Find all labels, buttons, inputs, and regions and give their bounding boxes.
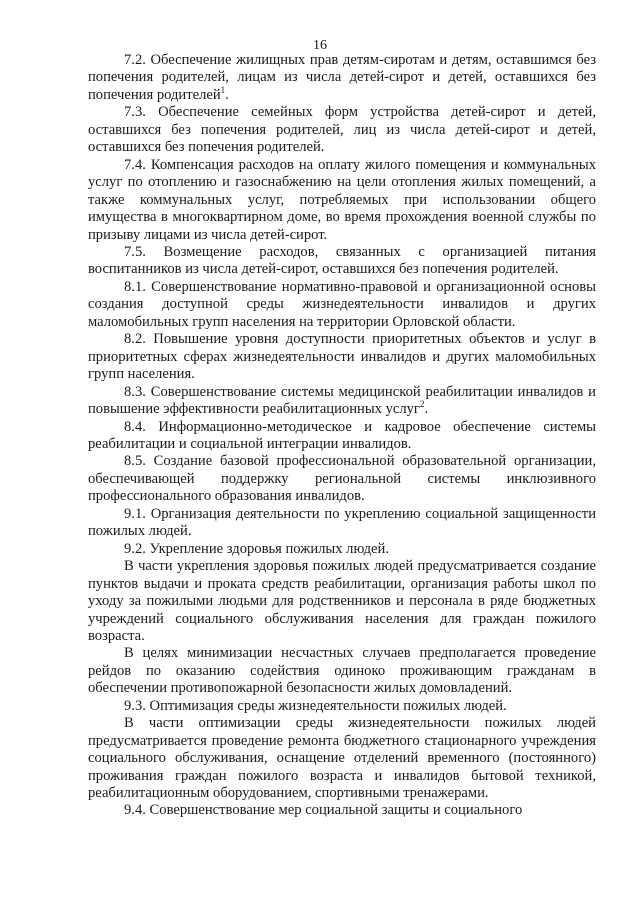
- page-body: [88, 52, 596, 820]
- paragraph-8-3: [88, 384, 596, 419]
- paragraph-text: 7.2. Обеспечение жилищных прав детям-сиротам и детям, оставшимся без попечения родителей, лицам из числа детей-сирот и детей, оставшихся без попечения родителей: [88, 52, 596, 103]
- paragraph-7-2: [88, 52, 596, 104]
- page-number: 16: [313, 38, 327, 53]
- paragraph-8-1: 8.1. Совершенствование нормативно-правовой и организационной основы создания доступной среды жизнедеятельности инвалидов и других маломобильных групп населения на территории Орловской области.: [88, 278, 596, 330]
- paragraph-8-5: 8.5. Создание базовой профессиональной образовательной организации, обеспечивающей поддержку региональной системы инклюзивного профессионального образования инвалидов.: [88, 453, 596, 505]
- paragraph-9-4: 9.4. Совершенствование мер социальной защиты и социального: [124, 802, 523, 819]
- paragraph-7-4: 7.4. Компенсация расходов на оплату жилого помещения и коммунальных услуг по отоплению и газоснабжению на цели отопления жилых помещений, а также коммунальных услуг, потребляемых при использовании общего имущества в многоквартирном доме, во время прохождения военной службы по призыву лицами из числа детей-сирот.: [88, 156, 596, 243]
- paragraph-tail: .: [424, 401, 429, 418]
- paragraph-8-4: 8.4. Информационно-методическое и кадровое обеспечение системы реабилитации и социальной интеграции инвалидов.: [88, 418, 596, 452]
- footnote-ref-1[interactable]: 1: [220, 85, 226, 96]
- paragraph-tail: .: [225, 86, 229, 103]
- paragraph-health-measures: В части укрепления здоровья пожилых людей предусматривается создание пунктов выдачи и проката средств реабилитации, организация работы школ по уходу за пожилыми людьми для родственников и персонала в ряде бюджетных учреждений социального обслуживания населения для граждан пожилого возраста.: [88, 558, 596, 644]
- paragraph-8-2: 8.2. Повышение уровня доступности приоритетных объектов и услуг в приоритетных сферах жизнедеятельности инвалидов и других маломобильных групп населения.: [88, 331, 596, 383]
- footnote-ref-2[interactable]: 2: [419, 399, 425, 410]
- paragraph-7-3: 7.3. Обеспечение семейных форм устройства детей-сирот и детей, оставшихся без попечения родителей, лиц из числа детей-сирот и детей, оставшихся без попечения родителей.: [88, 104, 596, 156]
- paragraph-environment-measures: В части оптимизации среды жизнедеятельности пожилых людей предусматривается проведение ремонта бюджетного стационарного учреждения социального обслуживания, оснащение отделений временного (постоянного) проживания граждан пожилого возраста и инвалидов бытовой техникой, реабилитационным оборудованием, спортивными тренажерами.: [88, 715, 596, 802]
- paragraph-7-5: 7.5. Возмещение расходов, связанных с организацией питания воспитанников из числа детей-сирот, оставшихся без попечения родителей.: [88, 243, 596, 278]
- paragraph-accident-prevention: В целях минимизации несчастных случаев предполагается проведение рейдов по оказанию содействия одиноко проживающим гражданам в обеспечении противопожарной безопасности жилых домовладений.: [88, 645, 596, 697]
- paragraph-text: 8.3. Совершенствование системы медицинской реабилитации инвалидов и повышение эффективности реабилитационных услуг: [88, 383, 596, 418]
- paragraph-9-3: 9.3. Оптимизация среды жизнедеятельности пожилых людей.: [124, 697, 507, 714]
- paragraph-9-1: 9.1. Организация деятельности по укреплению социальной защищенности пожилых людей.: [88, 505, 596, 540]
- paragraph-9-2: 9.2. Укрепление здоровья пожилых людей.: [124, 540, 389, 557]
